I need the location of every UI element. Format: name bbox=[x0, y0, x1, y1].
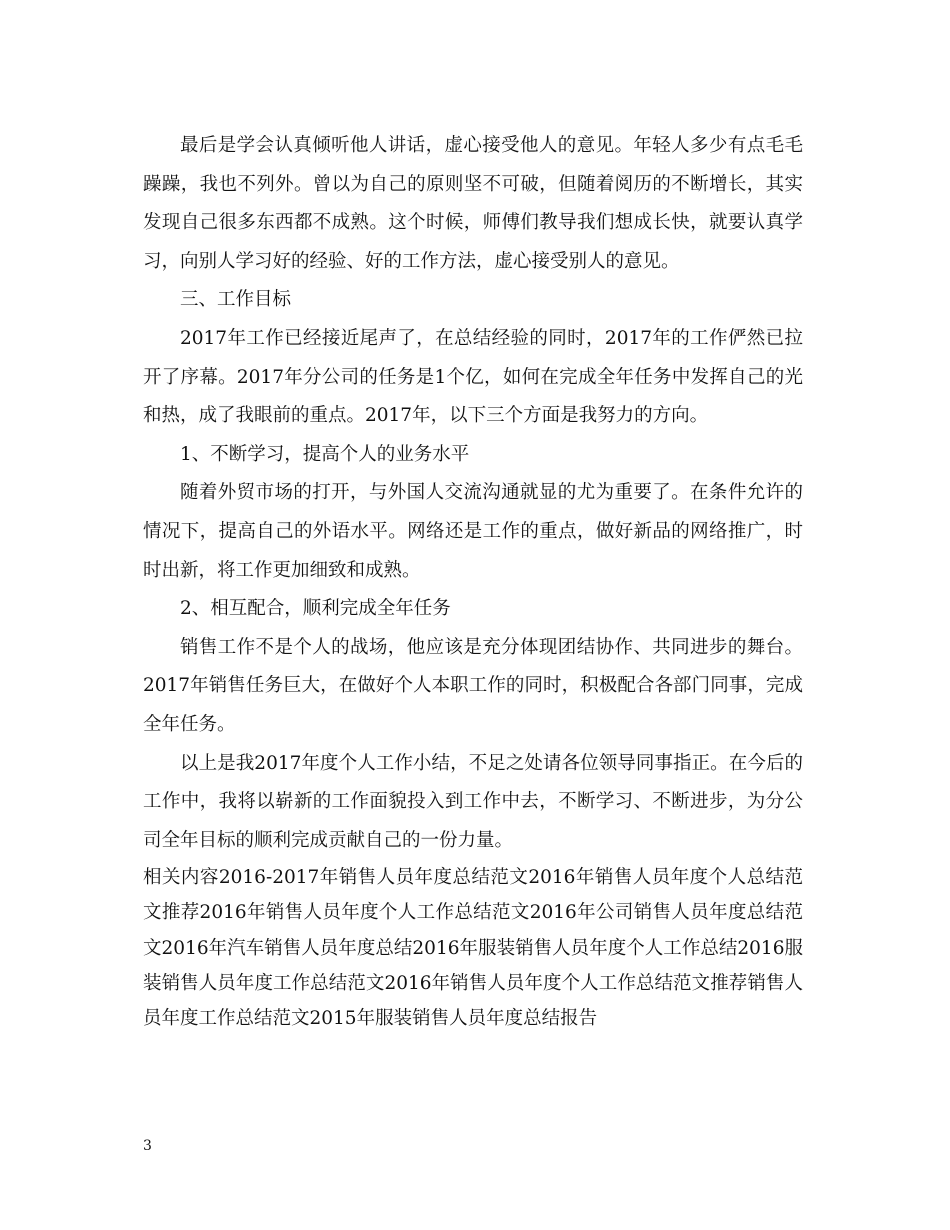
subheading-continuous-learning: 1、不断学习，提高个人的业务水平 bbox=[180, 443, 470, 465]
paragraph-conclusion: 以上是我2017年度个人工作小结，不足之处请各位领导同事指正。在今后的工作中，我将以崭新的工作面貌投入到工作中去，不断学习、不断进步，为分公司全年目标的顺利完成贡献自己的一份力量。 bbox=[143, 752, 803, 851]
related-content: 相关内容2016-2017年销售人员年度总结范文2016年销售人员年度个人总结范文推荐2016年销售人员年度个人工作总结范文2016年公司销售人员年度总结范文2016年汽车销售人员年度总结2016年服装销售人员年度个人工作总结2016服装销售人员年度工作总结范文2016年销售人员年度个人工作总结范文推荐销售人员年度工作总结范文2015年服装销售人员年度总结报告 bbox=[143, 867, 803, 1030]
section-heading-work-goals: 三、工作目标 bbox=[180, 289, 292, 311]
page-number: 3 bbox=[143, 1138, 152, 1154]
paragraph-foreign-trade: 随着外贸市场的打开，与外国人交流沟通就显的尤为重要了。在条件允许的情况下，提高自己的外语水平。网络还是工作的重点，做好新品的网络推广，时时出新，将工作更加细致和成熟。 bbox=[143, 482, 803, 581]
document-body bbox=[143, 127, 803, 1036]
subheading-cooperation: 2、相互配合，顺利完成全年任务 bbox=[180, 598, 451, 620]
paragraph-listening: 最后是学会认真倾听他人讲话，虚心接受他人的意见。年轻人多少有点毛毛躁躁，我也不列外。曾以为自己的原则坚不可破，但随着阅历的不断增长，其实发现自己很多东西都不成熟。这个时候，师傅们教导我们想成长快，就要认真学习，向别人学习好的经验、好的工作方法，虚心接受别人的意见。 bbox=[143, 135, 803, 272]
paragraph-2017-goals: 2017年工作已经接近尾声了，在总结经验的同时，2017年的工作俨然已拉开了序幕。2017年分公司的任务是1个亿，如何在完成全年任务中发挥自己的光和热，成了我眼前的重点。2017年，以下三个方面是我努力的方向。 bbox=[143, 327, 803, 427]
paragraph-teamwork: 销售工作不是个人的战场，他应该是充分体现团结协作、共同进步的舞台。2017年销售任务巨大，在做好个人本职工作的同时，积极配合各部门同事，完成全年任务。 bbox=[143, 636, 803, 735]
